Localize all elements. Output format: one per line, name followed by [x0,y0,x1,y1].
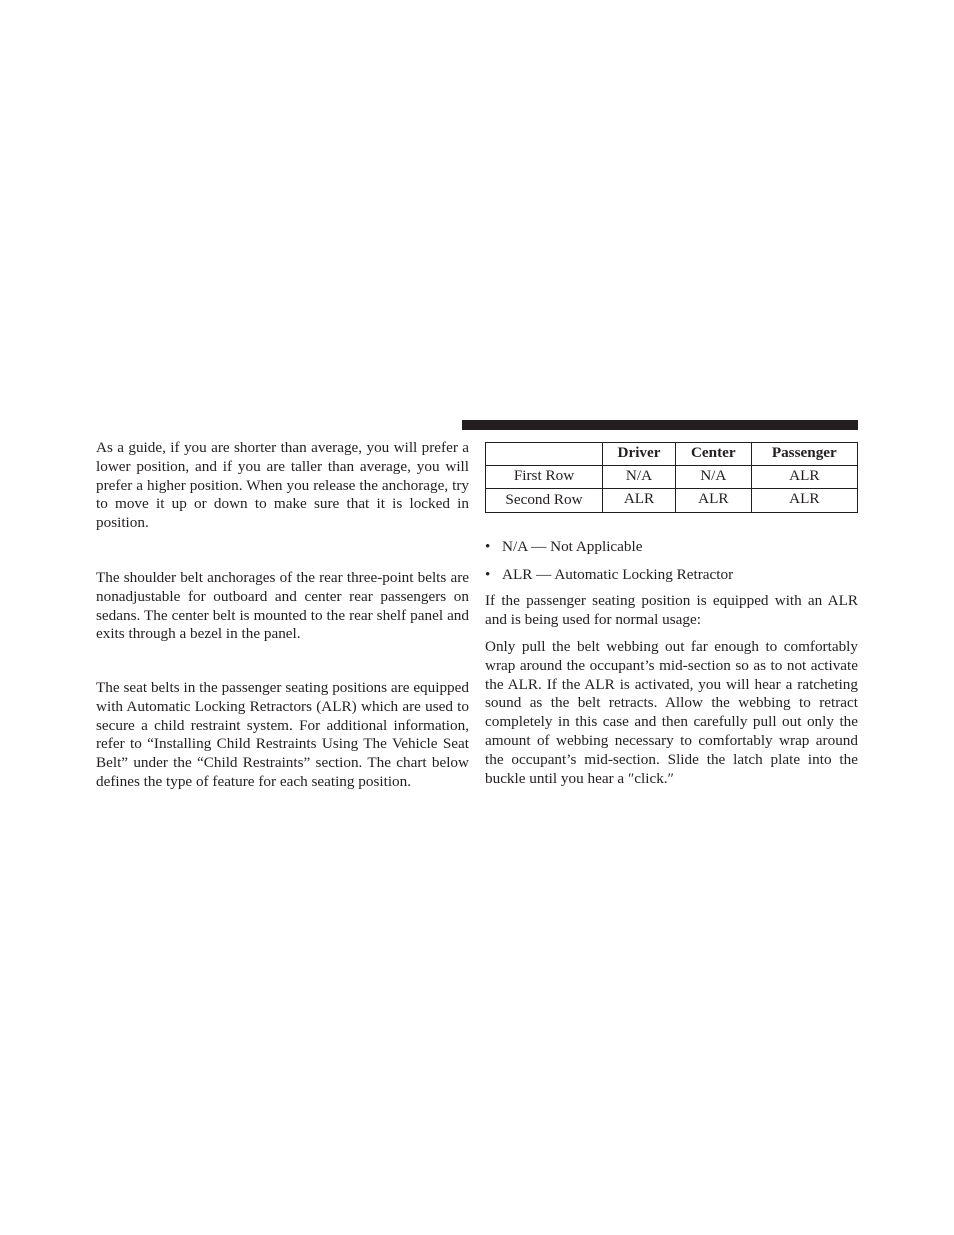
bullet-list [485,538,858,557]
left-paragraph-rear-anchorages: The shoulder belt anchorages of the rear three-point belts are nonadjustable for outboard and center rear passengers on sedans. The center belt is mounted to the rear shelf panel and exits through a bezel in the panel. [96,569,469,643]
table-cell-center: ALR [676,488,752,513]
alr-seating-table [485,442,858,513]
row-label: First Row [486,465,603,488]
row-label: Second Row [486,488,603,513]
right-paragraph-webbing-instructions: Only pull the belt webbing out far enough to comfortably wrap around the occupant’s mid-section so as to not activate the ALR. If the ALR is activated, you will hear a ratcheting sound as the belt retracts. Allow the webbing to retract completely in this case and then carefully pull out only the amount of webbing necessary to comfortably wrap around the occupant’s mid-section. Slide the latch plate into the buckle until you hear a ″click.″ [485,638,858,787]
table-header-row [486,443,858,466]
list-item [485,538,858,557]
list-item [485,566,858,585]
table-cell-driver: N/A [603,465,676,488]
table-cell-passenger: ALR [751,465,857,488]
section-header-bar [462,420,858,430]
table-header-passenger: Passenger [751,443,857,466]
bullet-text: ALR — Automatic Locking Retractor [502,566,734,583]
table-cell-center: N/A [676,465,752,488]
right-paragraph-normal-usage: If the passenger seating position is equipped with an ALR and is being used for normal usage: [485,592,858,628]
bullet-icon: • [485,538,491,555]
table-row [486,488,858,513]
bullet-text: N/A — Not Applicable [502,538,643,555]
bullet-list [485,566,858,585]
bullet-icon: • [485,566,491,583]
table-cell-driver: ALR [603,488,676,513]
left-paragraph-alr-intro: The seat belts in the passenger seating positions are equipped with Automatic Locking Retractors (ALR) which are used to secure a child restraint system. For additional information, refer to “Installing Child Restraints Using The Vehicle Seat Belt” under the “Child Restraints” section. The chart below defines the type of feature for each seating position. [96,679,469,790]
table-header-center: Center [676,443,752,466]
left-paragraph-anchorage-guide: As a guide, if you are shorter than average, you will prefer a lower position, and if you are taller than average, you will prefer a higher position. When you release the anchorage, try to move it up or down to make sure that it is locked in position. [96,439,469,532]
table-cell-passenger: ALR [751,488,857,513]
table-header-empty [486,443,603,466]
table-header-driver: Driver [603,443,676,466]
table-row [486,465,858,488]
